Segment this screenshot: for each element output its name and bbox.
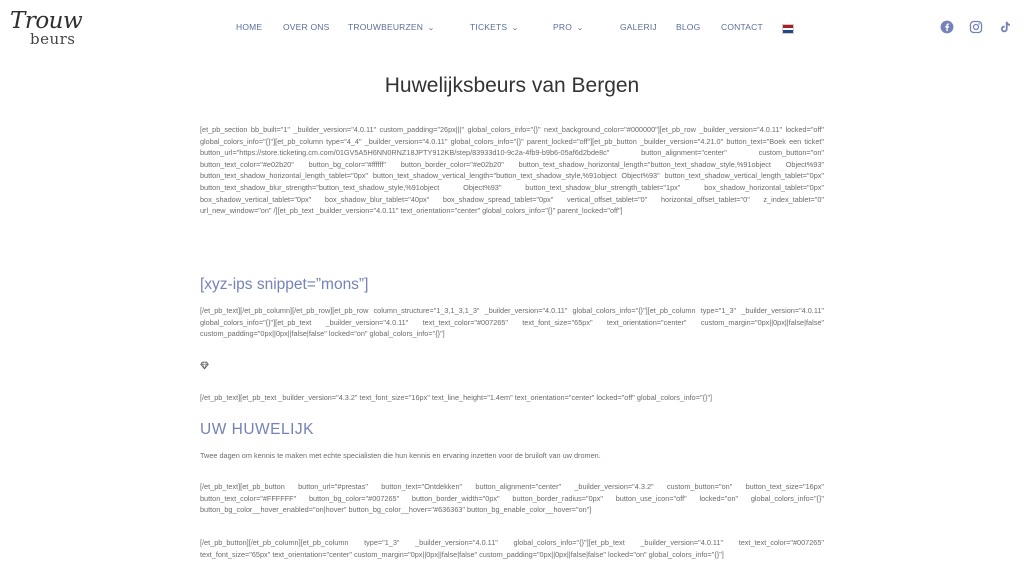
nav-home-label: HOME <box>236 22 263 32</box>
tiktok-icon[interactable] <box>998 20 1012 34</box>
trouwbeurs-logo[interactable] <box>10 8 96 50</box>
shortcode-text-block: [/et_pb_button][/et_pb_column][et_pb_column type="1_3" _builder_version="4.0.11" global_colors_info="{}"][et_pb_text _builder_version="4.0.11" text_text_color="#007265" text_font_size="65px" text_orientation="center" custom_margin="0px||0px||false|false" custom_padding="0px||0px||false|false" locked="on" global_colors_info="{}"] <box>200 538 824 559</box>
shortcode-text-block: [/et_pb_text][et_pb_button button_url="#prestas" button_text="Ontdekken" button_alignment="center" _builder_version="4.3.2" custom_button="on" button_text_size="16px" button_text_color="#FFFFFF" button_bg_color="#007265" button_border_width="0px" button_border_radius="0px" button_use_icon="off" locked="on" global_colors_info="{}" button_bg_color__hover_enabled="on|hover" button_bg_color__hover="#636363" button_bg_enable_color__hover="on"] <box>200 482 824 515</box>
nav-contact-label: CONTACT <box>721 22 763 32</box>
dutch-flag-icon[interactable] <box>782 24 794 34</box>
chevron-down-icon: ⌄ <box>576 25 585 32</box>
nav-blog[interactable] <box>676 22 700 32</box>
chevron-down-icon: ⌄ <box>511 25 520 32</box>
instagram-icon[interactable] <box>969 20 983 34</box>
nav-home[interactable] <box>236 22 262 32</box>
nav-contact[interactable] <box>721 22 763 32</box>
nav-blog-label: BLOG <box>676 22 701 32</box>
nav-trouwbeurzen[interactable] <box>348 22 434 32</box>
gem-icon <box>200 361 209 370</box>
nav-galerij-label: GALERIJ <box>620 22 657 32</box>
intro-text: Twee dagen om kennis te maken met echte specialisten die hun kennis en ervaring inzetten voor de bruiloft van uw dromen. <box>200 451 601 460</box>
nav-over-ons-label: OVER ONS <box>283 22 330 32</box>
nav-over-ons[interactable] <box>283 22 329 32</box>
logo-line1: Trouw <box>10 8 83 34</box>
nav-trouwbeurzen-label: TROUWBEURZEN <box>348 22 424 32</box>
page-title: Huwelijksbeurs van Bergen <box>384 74 640 97</box>
nav-pro-label: PRO <box>553 22 573 32</box>
nav-tickets[interactable] <box>470 22 518 32</box>
shortcode-text-block: [/et_pb_text][/et_pb_column][/et_pb_row][et_pb_row column_structure="1_3,1_3,1_3" _builder_version="4.0.11" global_colors_info="{}"][et_pb_column type="1_3" _builder_version="4.0.11" global_colors_info="{}"][et_pb_text _builder_version="4.0.11" text_text_color="#007265" text_font_size="65px" text_orientation="center" custom_margin="0px||0px||false|false" custom_padding="0px||0px||false|false" locked="on" global_colors_info="{}"] <box>200 306 824 339</box>
snippet-heading: [xyz-ips snippet=”mons”] <box>200 276 369 293</box>
nav-tickets-label: TICKETS <box>470 22 508 32</box>
nav-pro[interactable] <box>553 22 583 32</box>
shortcode-text-block: [et_pb_section bb_built="1" _builder_version="4.0.11" custom_padding="26px|||" global_colors_info="{}" next_background_color="#000000"][et_pb_row _builder_version="4.0.11" locked="off" global_colors_info="{}"][et_pb_column type="4_4" _builder_version="4.0.11" global_colors_info="{}" parent_locked="off"][et_pb_button _builder_version="4.21.0" button_text="Boek een ticket" button_url="https://store.ticketing.cm.com/01GV5A5H6NN0RNZ18JPTY912KB/step/83933d10-9c2a-4fb9-b9b6-05af6d2bde8c" button_alignment="center" custom_button="on" button_text_color="#e02b20" button_bg_color="#ffffff" button_border_color="#e02b20" button_text_shadow_horizontal_length="button_text_shadow_style,%91object Object%93" button_text_shadow_horizontal_length_tablet="0px" button_text_shadow_vertical_length="button_text_shadow_style,%91object Object%93" button_text_shadow_vertical_length_tablet="0px" button_text_shadow_blur_strength="button_text_shadow_style,%91object Object%93" button_text_shadow_blur_strength_tablet="1px" box_shadow_horizontal_tablet="0px" box_shadow_vertical_tablet="0px" box_shadow_blur_tablet="40px" box_shadow_spread_tablet="0px" vertical_offset_tablet="0" horizontal_offset_tablet="0" z_index_tablet="0" url_new_window="on" /][et_pb_text _builder_version="4.0.11" text_orientation="center" global_colors_info="{}" parent_locked="off"] <box>200 125 824 216</box>
site-header <box>0 0 1024 56</box>
facebook-icon[interactable] <box>940 20 954 34</box>
shortcode-text-block: [/et_pb_text][et_pb_text _builder_version="4.3.2" text_font_size="16px" text_line_height="1.4em" text_orientation="center" locked="off" global_colors_info="{}"] <box>200 393 713 402</box>
nav-galerij[interactable] <box>620 22 657 32</box>
chevron-down-icon: ⌄ <box>427 25 436 32</box>
logo-line2: beurs <box>30 30 76 48</box>
section-heading: UW HUWELIJK <box>200 421 314 438</box>
